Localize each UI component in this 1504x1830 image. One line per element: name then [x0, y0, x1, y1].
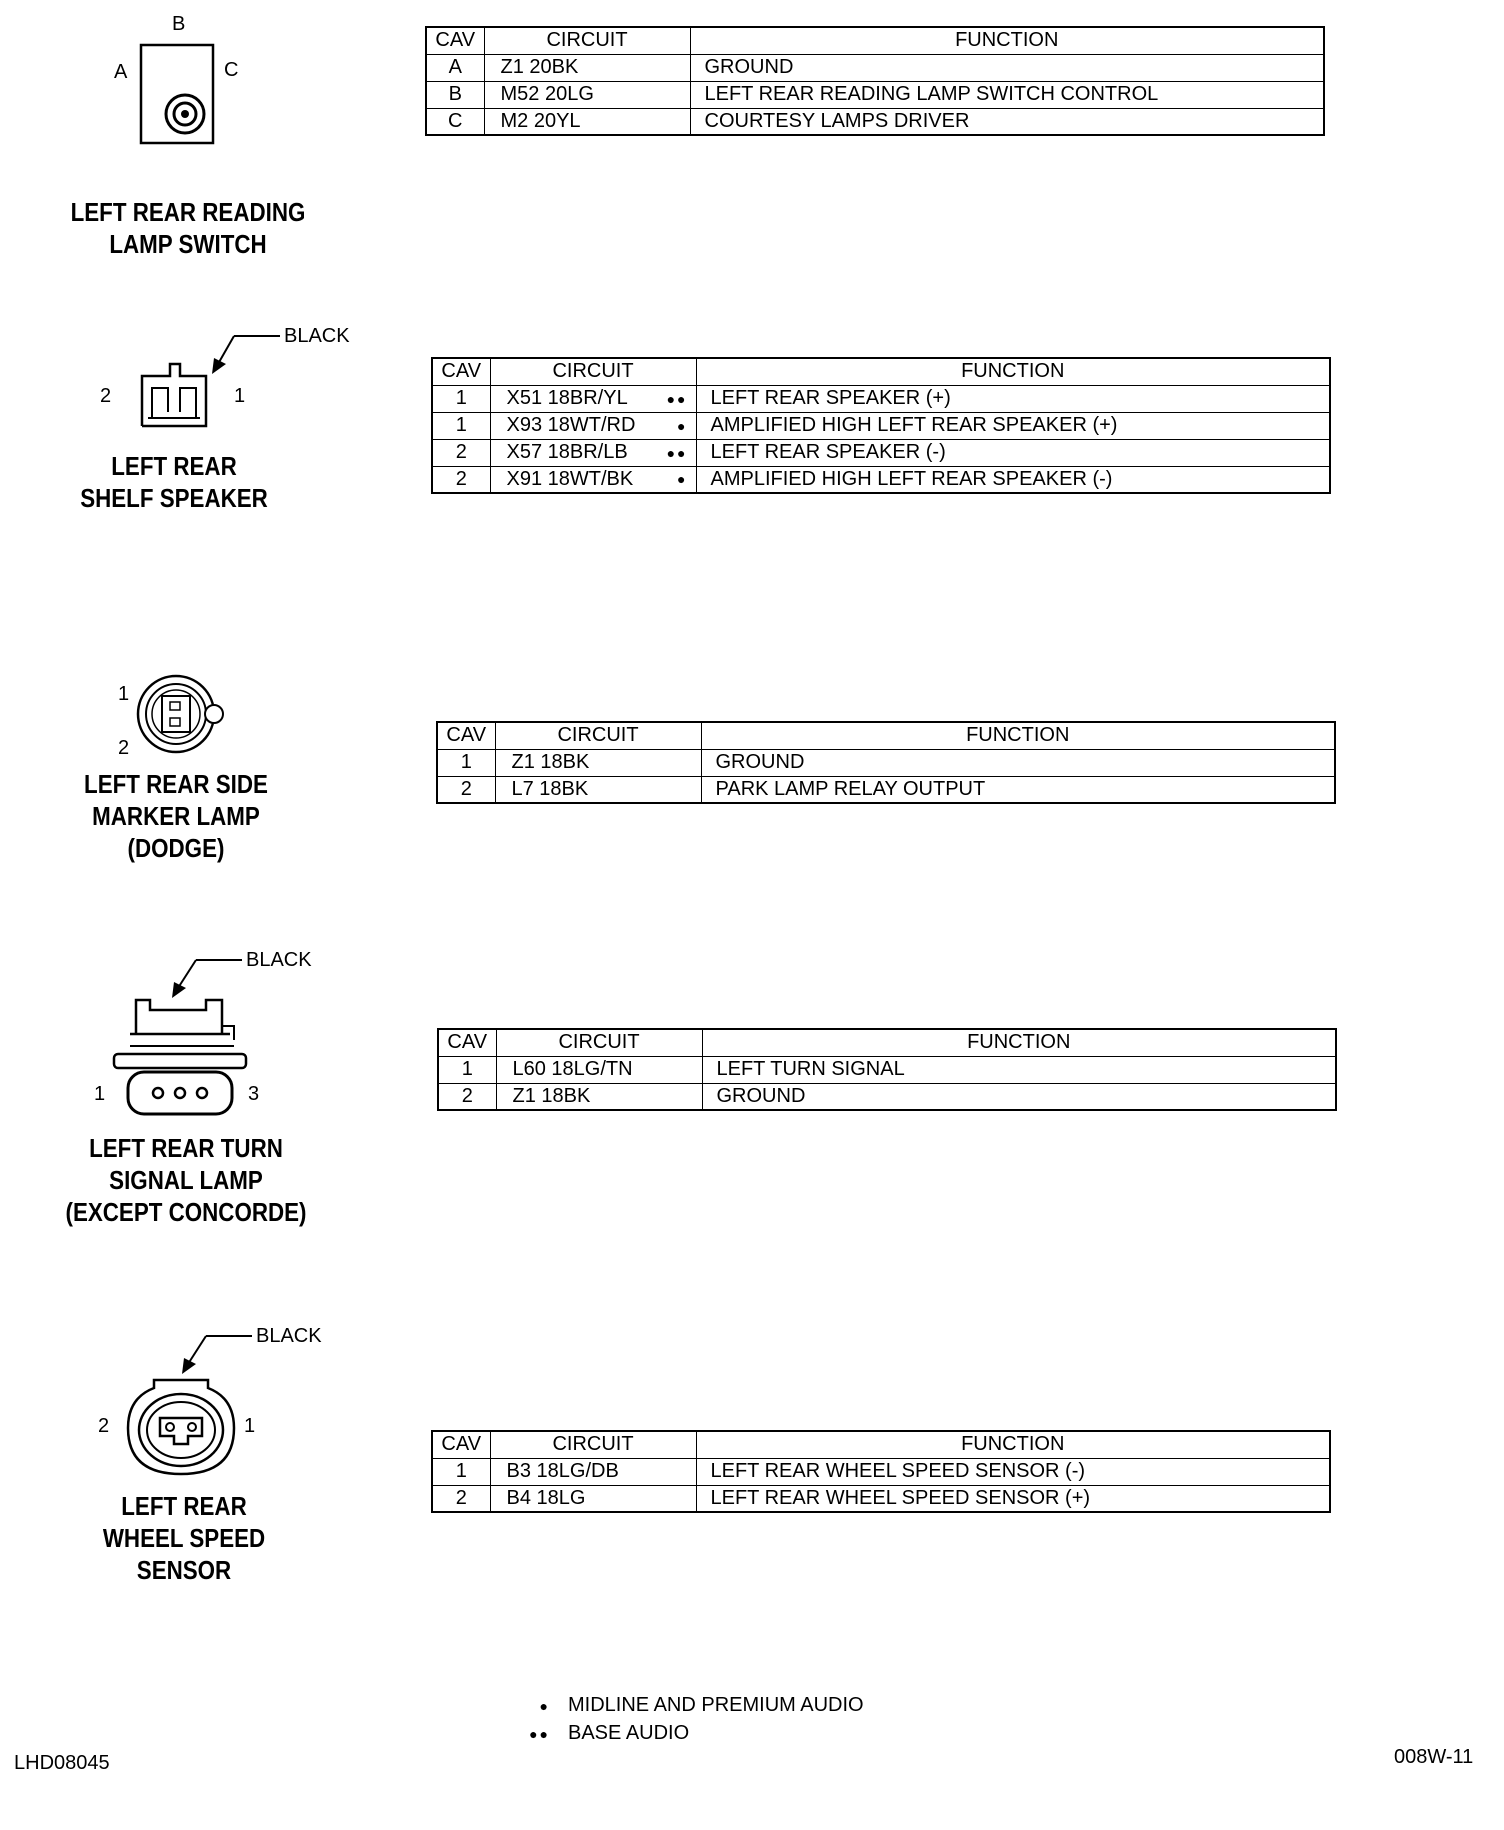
arrow-icon — [182, 1334, 254, 1374]
table-row: 1 Z1 18BK GROUND — [437, 749, 1335, 776]
color-label: BLACK — [246, 949, 312, 971]
audio-marker: ● — [677, 417, 688, 434]
table-header-row — [426, 27, 1324, 54]
connector-title: LEFT REAR TURN SIGNAL LAMP (EXCEPT CONCORDE) — [65, 1133, 307, 1227]
pin-label-2: 2 — [100, 385, 112, 407]
table-row: 1 B3 18LG/DB LEFT REAR WHEEL SPEED SENSOR (-) — [432, 1458, 1330, 1485]
table-header-row — [432, 358, 1330, 385]
connector-title: LEFT REAR SHELF SPEAKER — [80, 451, 268, 513]
table-header-row — [438, 1029, 1336, 1056]
header-function: FUNCTION — [696, 1431, 1330, 1458]
turn-signal-lamp-connector-icon — [110, 996, 250, 1120]
shelf-speaker-connector-icon — [140, 362, 210, 428]
table-row: 1 L60 18LG/TN LEFT TURN SIGNAL — [438, 1056, 1336, 1083]
table-row: 2 B4 18LG LEFT REAR WHEEL SPEED SENSOR (+) — [432, 1485, 1330, 1512]
header-circuit: CIRCUIT — [496, 1029, 702, 1056]
table-header-row — [437, 722, 1335, 749]
header-circuit: CIRCUIT — [484, 27, 690, 54]
reading-lamp-switch-connector-icon — [140, 44, 216, 146]
pinout-table — [437, 1028, 1337, 1111]
table-row: A Z1 20BK GROUND — [426, 54, 1324, 81]
header-function: FUNCTION — [702, 1029, 1336, 1056]
table-header-row — [432, 1431, 1330, 1458]
pin-label-1: 1 — [244, 1415, 256, 1437]
header-cav: CAV — [426, 27, 484, 54]
header-circuit: CIRCUIT — [490, 1431, 696, 1458]
color-label: BLACK — [256, 1325, 322, 1347]
table-row: 2 L7 18BK PARK LAMP RELAY OUTPUT — [437, 776, 1335, 803]
pin-label-b: B — [172, 13, 186, 35]
side-marker-lamp-connector-icon — [136, 674, 228, 754]
table-row: 1 X51 18BR/YL ●● LEFT REAR SPEAKER (+) — [432, 385, 1330, 412]
pinout-table — [431, 357, 1331, 494]
header-cav: CAV — [438, 1029, 496, 1056]
legend-item — [510, 1694, 864, 1717]
pin-label-1: 1 — [118, 683, 130, 705]
header-cav: CAV — [432, 1431, 490, 1458]
audio-marker: ●● — [666, 390, 688, 407]
header-cav: CAV — [432, 358, 490, 385]
color-label: BLACK — [284, 325, 350, 347]
header-circuit: CIRCUIT — [490, 358, 696, 385]
legend-symbol: ● — [539, 1697, 550, 1714]
figure-id-left: LHD08045 — [14, 1752, 110, 1774]
legend-item — [510, 1722, 689, 1745]
table-row: C M2 20YL COURTESY LAMPS DRIVER — [426, 108, 1324, 135]
pin-label-2: 2 — [98, 1415, 110, 1437]
table-row: 2 X91 18WT/BK ● AMPLIFIED HIGH LEFT REAR SPEAKER (-) — [432, 466, 1330, 493]
table-row: 1 X93 18WT/RD ● AMPLIFIED HIGH LEFT REAR SPEAKER (+) — [432, 412, 1330, 439]
pinout-table — [431, 1430, 1331, 1513]
header-function: FUNCTION — [696, 358, 1330, 385]
pinout-table — [436, 721, 1336, 804]
table-row: 2 X57 18BR/LB ●● LEFT REAR SPEAKER (-) — [432, 439, 1330, 466]
header-function: FUNCTION — [701, 722, 1335, 749]
header-circuit: CIRCUIT — [495, 722, 701, 749]
connector-title: LEFT REAR SIDE MARKER LAMP (DODGE) — [84, 769, 268, 863]
pin-label-a: A — [114, 61, 128, 83]
audio-marker: ● — [677, 471, 688, 488]
arrow-icon — [212, 334, 282, 374]
arrow-icon — [172, 958, 244, 998]
legend-text: BASE AUDIO — [568, 1722, 690, 1744]
table-row: B M52 20LG LEFT REAR READING LAMP SWITCH CONTROL — [426, 81, 1324, 108]
audio-marker: ●● — [666, 444, 688, 461]
pin-label-3: 3 — [248, 1083, 260, 1105]
legend-text: MIDLINE AND PREMIUM AUDIO — [568, 1694, 864, 1716]
pin-label-1: 1 — [234, 385, 246, 407]
connector-title: LEFT REAR WHEEL SPEED SENSOR — [102, 1491, 266, 1585]
pin-label-2: 2 — [118, 737, 130, 759]
header-function: FUNCTION — [690, 27, 1324, 54]
table-row: 2 Z1 18BK GROUND — [438, 1083, 1336, 1110]
pinout-table — [425, 26, 1325, 136]
legend-symbol: ●● — [529, 1725, 550, 1742]
header-cav: CAV — [437, 722, 495, 749]
wheel-speed-sensor-connector-icon — [124, 1376, 238, 1478]
pin-label-1: 1 — [94, 1083, 106, 1105]
page-id-right: 008W-11 — [1394, 1746, 1474, 1768]
pin-label-c: C — [224, 59, 239, 81]
connector-title: LEFT REAR READING LAMP SWITCH — [70, 197, 306, 259]
